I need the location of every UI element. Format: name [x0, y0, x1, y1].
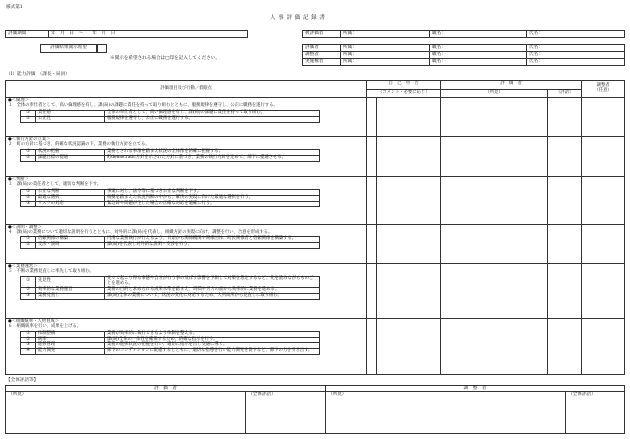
item-text: 全体の奉仕者として、高い倫理感を有し、課(局)の課題に責任を持って取り組む。	[105, 110, 320, 116]
evaluator-findings-cell[interactable]	[441, 98, 548, 137]
item-no: ①	[21, 150, 36, 156]
evaluator-rating-cell[interactable]	[548, 263, 582, 318]
evaluatee-table	[302, 30, 625, 38]
category-row	[6, 176, 625, 224]
evaluator-findings-cell[interactable]	[441, 176, 548, 224]
criteria-table	[20, 331, 320, 356]
evaluator-findings-cell[interactable]	[441, 137, 548, 176]
item-no: ①	[21, 110, 36, 116]
item-name: 最適な選択	[36, 195, 105, 201]
page-title: 人 事 評 価 記 録 書	[270, 15, 326, 21]
evaluator-rating-cell[interactable]	[548, 176, 582, 224]
disclosure-label: 評価結果開示希望	[40, 44, 97, 53]
header-self: 自 己 申 告	[367, 81, 441, 90]
item-no: ④	[21, 349, 36, 355]
overall-evaluator-header: 評 価 者	[6, 386, 326, 392]
adjuster-cell[interactable]	[582, 98, 625, 137]
evaluatee-post[interactable]: 職名：	[430, 31, 527, 38]
category-title: ●＜説明・調整＞	[8, 224, 42, 230]
item-name: 統率	[36, 337, 105, 343]
evaluator-findings-cell[interactable]	[441, 318, 548, 374]
item-name: 業務見直し	[36, 293, 105, 299]
self-comment-cell[interactable]	[376, 318, 440, 374]
evaluatee-name[interactable]: 氏名：	[527, 31, 625, 38]
evaluator-rating-cell[interactable]	[548, 318, 582, 374]
self-comment-cell[interactable]	[376, 224, 440, 263]
evaluator-name[interactable]: 氏名：	[527, 45, 625, 52]
criteria-table	[20, 149, 320, 162]
adjuster-cell[interactable]	[582, 263, 625, 318]
header-eval-sub: （所見）	[441, 89, 548, 98]
category-title: ●＜業務運営＞	[8, 263, 38, 269]
self-comment-cell[interactable]	[376, 98, 440, 137]
disclosure-note: ※開示を希望される場合は□印を記入してください。	[110, 56, 220, 61]
item-no: ③	[21, 343, 36, 349]
self-mark-cell[interactable]	[367, 176, 377, 224]
disclosure-checkbox[interactable]	[97, 44, 107, 53]
category-desc: ２ 町の方針に基づき、的確な状況認識の下、業務の執行方針を立てる。	[8, 142, 150, 148]
criteria-item	[21, 276, 320, 287]
item-name: 交渉・説明	[36, 243, 105, 249]
self-mark-cell[interactable]	[367, 224, 377, 263]
header-item: 評価項目及び行動／着眼点	[6, 81, 367, 98]
item-no: ①	[21, 331, 36, 337]
item-name: 課題目標の提通	[36, 156, 105, 162]
category-row	[6, 137, 625, 176]
evaluator-dept[interactable]: 所属：	[341, 59, 430, 66]
category-desc: １ 全体の奉仕者として、高い倫理感を有し、課(局)の課題に責任を持って取り組むとともに、服務規律を遵守し、公正に職務を遂行する。	[8, 102, 278, 108]
header-evaluator: 評 価 者	[441, 81, 582, 90]
item-name: 信頼関係の構築	[36, 237, 105, 243]
item-text: 事案に対し、法令等に基づき公正な判断を下す。	[105, 189, 320, 195]
overall-evaluator-rating[interactable]: （全体評語）	[246, 392, 326, 434]
item-name: 先見性	[36, 276, 105, 287]
self-mark-cell[interactable]	[367, 263, 377, 318]
item-text: 業務の進捗状況の把握を行い、適切に指示を出し交通に導く。	[105, 343, 320, 349]
adjuster-cell[interactable]	[582, 224, 625, 263]
item-no: ③	[21, 293, 36, 299]
evaluator-rating-cell[interactable]	[548, 137, 582, 176]
header-self-sub: （コメント・必要に応じ）	[367, 89, 441, 98]
item-name: 責任感	[36, 110, 105, 116]
period-value[interactable]: 年 月 日 〜 年 月 日	[49, 31, 248, 38]
item-name: 効率的な業務運営	[36, 287, 105, 293]
item-no: ②	[21, 156, 36, 162]
adjuster-cell[interactable]	[582, 137, 625, 176]
item-text: 部下のコンディションに配慮するとともに、適切な指導を行い能力開発を促すなど、部下の力を引き出す。	[105, 349, 320, 355]
category-title: ●＜判断＞	[8, 176, 29, 182]
category-desc: ５ 不断の業務見直しに率先して取り組む。	[8, 268, 94, 274]
category-row	[6, 318, 625, 374]
item-text: 先々で起こり得る事態や自分が行う事の及ぼす影響を予測して対策を想定するなど、先を読みながらものごとを進める。	[105, 276, 320, 287]
evaluator-findings-cell[interactable]	[441, 263, 548, 318]
disclosure-blank	[40, 52, 95, 59]
evaluator-role: 調整者	[303, 52, 341, 59]
item-text: 課(局)全体の業務について、状況の変化に対応するため、大所高所から見直しに取り組む。	[105, 293, 320, 299]
evaluator-dept[interactable]: 所属：	[341, 52, 430, 59]
category-row	[6, 98, 625, 137]
criteria-item	[21, 116, 320, 122]
overall-adjuster-header: 調 整 者	[326, 386, 625, 392]
item-name: 公正な判断	[36, 189, 105, 195]
adjuster-cell[interactable]	[582, 176, 625, 224]
overall-evaluator-findings[interactable]: （所見）	[6, 392, 246, 434]
evaluator-role: 評価者	[303, 45, 341, 52]
item-no: ①	[21, 276, 36, 287]
criteria-item	[21, 243, 320, 249]
item-text: 根拠を踏まえた状況判断の中から、解決の実現に向けた最適な選択を行う。	[105, 195, 320, 201]
evaluators-table	[302, 44, 625, 66]
adjuster-cell[interactable]	[582, 318, 625, 374]
category-desc: ４ 課(局)の業務について適切な説明を行うとともに、対外的に課(局)を代表し、組織方針の実現に向け、調整を行い、合意を形成する。	[8, 229, 273, 235]
item-no: ②	[21, 116, 36, 122]
overall-title: 【全体評語等】	[6, 378, 39, 383]
category-title: ●＜倫理＞	[8, 98, 29, 104]
evaluation-table	[5, 80, 625, 375]
evaluator-name[interactable]: 氏名：	[527, 52, 625, 59]
self-mark-cell[interactable]	[367, 137, 377, 176]
evaluatee-dept[interactable]: 所属：	[341, 31, 430, 38]
criteria-table	[20, 236, 320, 249]
item-text: 円滑な業務執行が行えるよう、日頃から関係機関や関係団体、町民関係者と信頼関係を構築する。	[105, 237, 320, 243]
self-mark-cell[interactable]	[367, 98, 377, 137]
form-id: 様式第1	[6, 5, 23, 10]
evaluator-post[interactable]: 職名：	[430, 52, 527, 59]
evaluatee-label: 被評価者	[303, 31, 341, 38]
evaluator-findings-cell[interactable]	[441, 224, 548, 263]
item-name: 能力開発	[36, 349, 105, 355]
item-no: ①	[21, 189, 36, 195]
period-table	[5, 30, 248, 38]
item-name: リスクの対応	[36, 201, 105, 207]
category-row	[6, 224, 625, 263]
overall-table	[5, 385, 625, 434]
item-no: ③	[21, 201, 36, 207]
item-text: 業務の目的と求められる成果水準を踏まえ、時間や労力の面から効率的に業務を進める。	[105, 287, 320, 293]
criteria-item	[21, 349, 320, 355]
item-text: 町democratic方針を示された方針に基づき、業務の執行方針を定めて、部下に提通させる。	[105, 156, 320, 162]
self-comment-cell[interactable]	[376, 176, 440, 224]
criteria-table	[20, 110, 320, 123]
evaluator-dept[interactable]: 所属：	[341, 45, 430, 52]
criteria-item	[21, 156, 320, 162]
evaluator-post[interactable]: 職名：	[430, 45, 527, 52]
category-desc: ３ 課(局)の責任者として、適切な判断を下す。	[8, 181, 102, 187]
evaluator-post[interactable]: 職名：	[430, 59, 527, 66]
section-title: （Ⅰ）能力評価 （課長・局員）	[6, 72, 70, 77]
item-text: 課(局)全体の一体性を確保するため、的確な指示を行う。	[105, 337, 320, 343]
item-name: 体制整備	[36, 331, 105, 337]
item-name: 進捗管理	[36, 343, 105, 349]
period-label: 評価期間	[6, 31, 49, 38]
overall-adjuster-findings[interactable]: （所見）	[326, 392, 566, 434]
criteria-table	[20, 189, 320, 208]
header-adjuster: 調整者 （任意）	[582, 81, 625, 98]
item-text: 業務が効率的に執行できるよう体制を整える。	[105, 331, 320, 337]
category-row	[6, 263, 625, 318]
self-mark-cell[interactable]	[367, 318, 377, 374]
category-desc: ６ 組織統率を行い、成果を上げる。	[8, 323, 82, 329]
evaluator-name[interactable]: 氏名：	[527, 59, 625, 66]
category-title: ●＜組織統率・人材育成＞	[8, 318, 60, 324]
item-no: ②	[21, 243, 36, 249]
item-name: 状況の把握	[36, 150, 105, 156]
criteria-item	[21, 293, 320, 299]
category-title: ●＜執行方針の立案＞	[8, 137, 51, 143]
item-text: 課(局)を代表し対外的な説明・交渉を行う。	[105, 243, 320, 249]
evaluator-rating-cell[interactable]	[548, 98, 582, 137]
item-no: ①	[21, 237, 36, 243]
item-text: 業務とされる事項を踏まえ状況の全体像を的確に把握する。	[105, 150, 320, 156]
self-comment-cell[interactable]	[376, 263, 440, 318]
criteria-table	[20, 276, 320, 300]
header-eval-rating: （評語）	[548, 89, 582, 98]
item-name: 公正性	[36, 116, 105, 122]
evaluator-rating-cell[interactable]	[548, 224, 582, 263]
evaluator-role: 実施権者	[303, 59, 341, 66]
overall-adjuster-rating[interactable]: （全体評語）	[566, 392, 625, 434]
item-no: ②	[21, 337, 36, 343]
item-text: 服務規律を遵守し、公正に職務を遂行する。	[105, 116, 320, 122]
criteria-item	[21, 201, 320, 207]
item-no: ②	[21, 287, 36, 293]
item-text: 緊急時や問題が生じた場合の正確な対応を適確に行う。	[105, 201, 320, 207]
self-comment-cell[interactable]	[376, 137, 440, 176]
item-no: ②	[21, 195, 36, 201]
